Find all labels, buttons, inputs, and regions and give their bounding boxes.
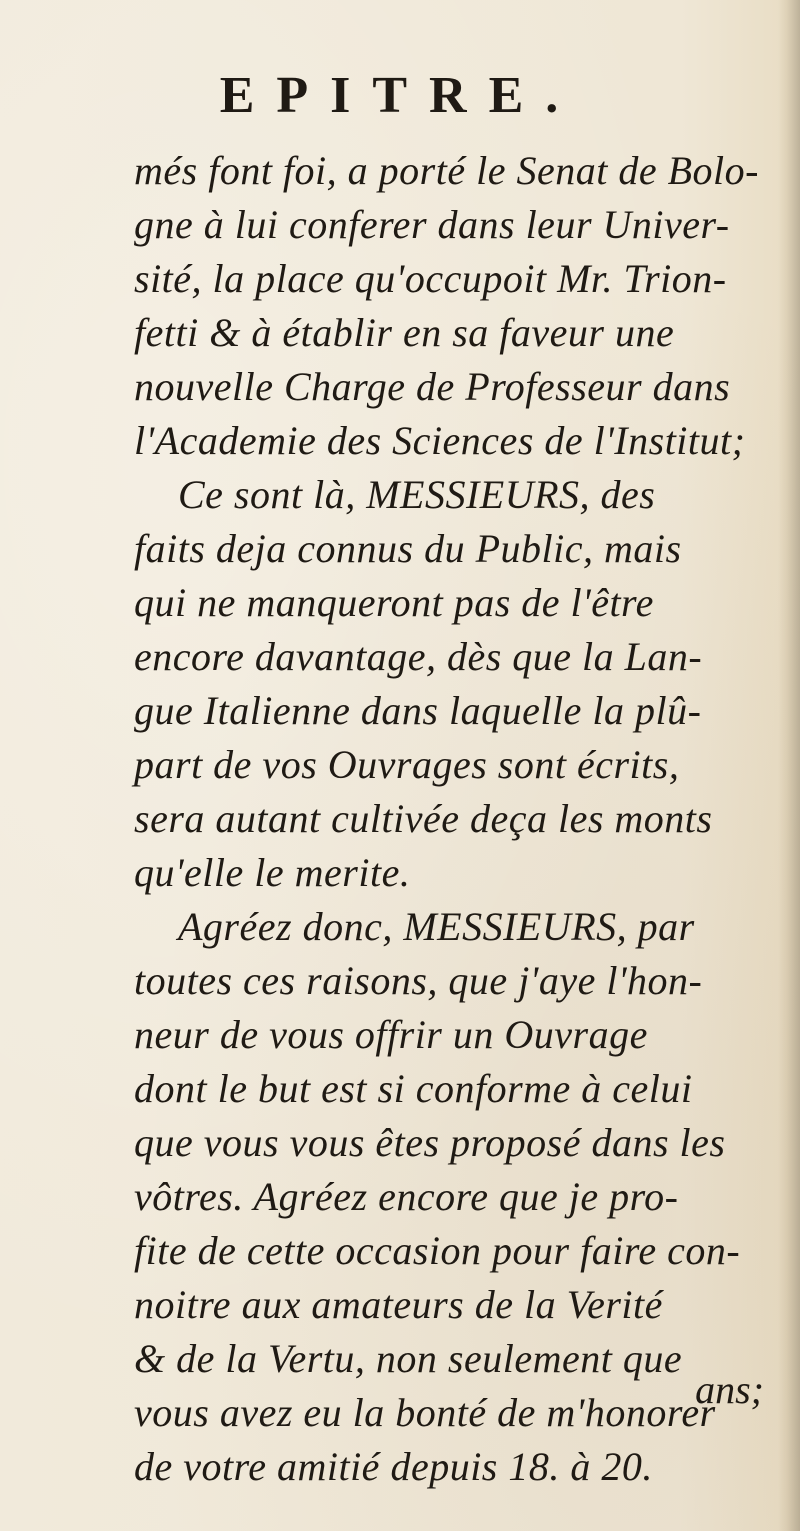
text-line: vous avez eu la bonté de m'honorer bbox=[134, 1390, 716, 1435]
text-line: que vous vous êtes proposé dans les bbox=[134, 1120, 726, 1165]
catchword: ans; bbox=[695, 1367, 764, 1412]
text-line: qu'elle le merite. bbox=[134, 850, 411, 895]
text-line: noitre aux amateurs de la Verité bbox=[134, 1282, 663, 1327]
text-line: l'Academie des Sciences de l'Institut; bbox=[134, 418, 746, 463]
text-line: de votre amitié depuis 18. à 20. bbox=[134, 1444, 653, 1489]
text-line: faits deja connus du Public, mais bbox=[134, 526, 682, 571]
body-text bbox=[134, 144, 774, 1494]
text-line: sera autant cultivée deça les monts bbox=[134, 796, 713, 841]
text-line: fite de cette occasion pour faire con- bbox=[134, 1228, 741, 1273]
page-edge-shadow bbox=[778, 0, 800, 1531]
text-line: encore davantage, dès que la Lan- bbox=[134, 634, 703, 679]
text-line: Ce sont là, MESSIEURS, des bbox=[178, 472, 656, 517]
text-line: qui ne manqueront pas de l'être bbox=[134, 580, 654, 625]
text-line: fetti & à établir en sa faveur une bbox=[134, 310, 675, 355]
text-line: dont le but est si conforme à celui bbox=[134, 1066, 693, 1111]
text-line: vôtres. Agréez encore que je pro- bbox=[134, 1174, 679, 1219]
text-line: nouvelle Charge de Professeur dans bbox=[134, 364, 731, 409]
text-line: neur de vous offrir un Ouvrage bbox=[134, 1012, 648, 1057]
running-header: EPITRE. bbox=[219, 67, 581, 124]
text-line: Agréez donc, MESSIEURS, par bbox=[178, 904, 695, 949]
text-line: gue Italienne dans laquelle la plû- bbox=[134, 688, 702, 733]
text-line: part de vos Ouvrages sont écrits, bbox=[134, 742, 680, 787]
text-line: toutes ces raisons, que j'aye l'hon- bbox=[134, 958, 703, 1003]
text-line: sité, la place qu'occupoit Mr. Trion- bbox=[134, 256, 727, 301]
text-line: més font foi, a porté le Senat de Bolo- bbox=[134, 148, 759, 193]
text-line: gne à lui conferer dans leur Univer- bbox=[134, 202, 730, 247]
text-line: & de la Vertu, non seulement que bbox=[134, 1336, 683, 1381]
